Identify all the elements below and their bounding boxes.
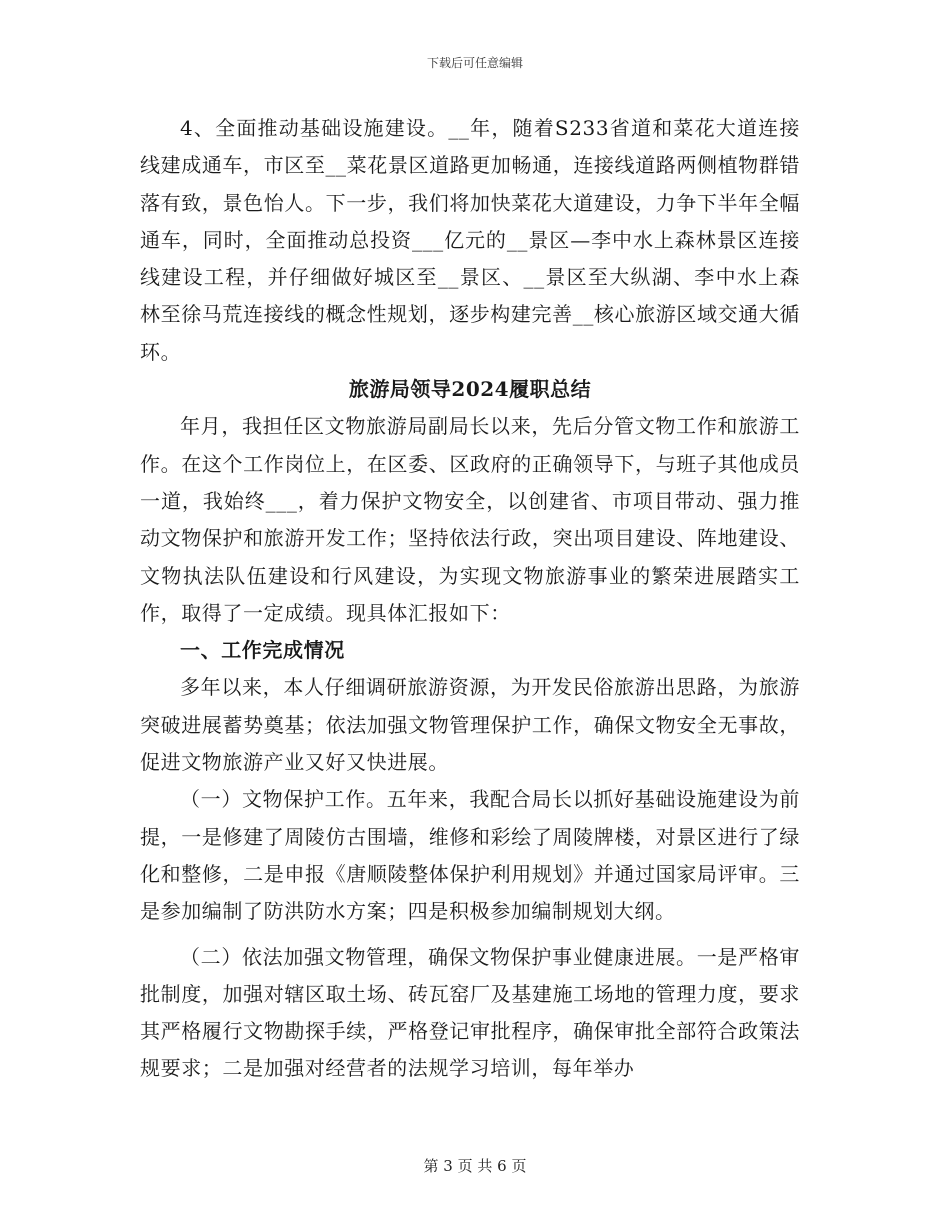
paragraph-heritage-protection: （一）文物保护工作。五年来，我配合局长以抓好基础设施建设为前提，一是修建了周陵仿古围墙，维修和彩绘了周陵牌楼，对景区进行了绿化和整修，二是申报《唐顺陵整体保护利用规划》并通过国家局评审。三是参加编制了防洪防水方案；四是积极参加编制规划大纲。 — [140, 787, 800, 924]
header-note: 下载后可任意编辑 — [426, 56, 523, 70]
paragraph-intro: 年月，我担任区文物旅游局副局长以来，先后分管文物工作和旅游工作。在这个工作岗位上，在区委、区政府的正确领导下，与班子其他成员一道，我始终___，着力保护文物安全，以创建省、市项目带动、强力推动文物保护和旅游开发工作；坚持依法行政，突出项目建设、阵地建设、文物执法队伍建设和行风建设，为实现文物旅游事业的繁荣进展踏实工作，取得了一定成绩。现具体汇报如下： — [140, 414, 800, 625]
document-title: 旅游局领导2024履职总结 — [348, 377, 592, 402]
paragraph-heritage-management: （二）依法加强文物管理，确保文物保护事业健康进展。一是严格审批制度，加强对辖区取土场、砖瓦窑厂及基建施工场地的管理力度，要求其严格履行文物勘探手续，严格登记审批程序，确保审批全部符合政策法规要求；二是加强对经营者的法规学习培训，每年举办 — [140, 944, 800, 1081]
document-body — [140, 110, 800, 1088]
page-number-footer: 第 3 页 共 6 页 — [423, 1157, 527, 1175]
section-heading-work-completion: 一、工作完成情况 — [180, 638, 345, 663]
paragraph-infrastructure: 4、全面推动基础设施建设。__年，随着S233省道和菜花大道连接线建成通车，市区至__菜花景区道路更加畅通，连接线道路两侧植物群错落有致，景色怡人。下一步，我们将加快菜花大道建设，力争下半年全幅通车，同时，全面推动总投资___亿元的__景区—李中水上森林景区连接线建设工程，并仔细做好城区至__景区、__景区至大纵湖、李中水上森林至徐马荒连接线的概念性规划，逐步构建完善__核心旅游区域交通大循环。 — [140, 116, 800, 364]
paragraph-overview: 多年以来，本人仔细调研旅游资源，为开发民俗旅游出思路，为旅游突破进展蓄势奠基；依法加强文物管理保护工作，确保文物安全无事故，促进文物旅游产业又好又快进展。 — [140, 675, 800, 775]
